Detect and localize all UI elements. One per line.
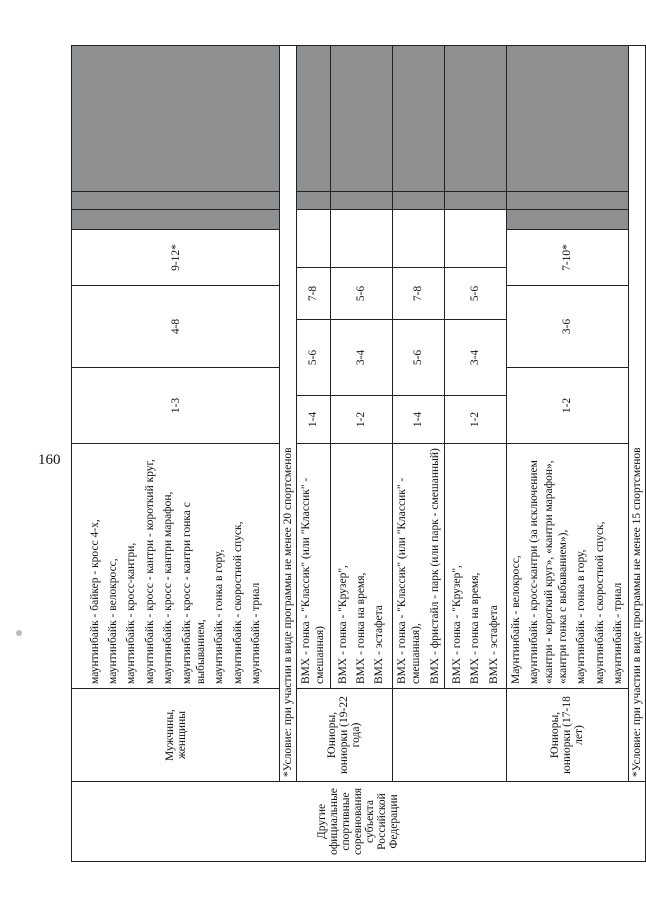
events-cell [330,444,392,689]
place-cell: 7-8 [297,268,331,320]
group-cell [392,689,506,782]
empty-cell [330,210,392,268]
place-cell: 1-2 [444,396,506,444]
event-line: Маунтинбайк - велокросс, [509,555,522,684]
event-line: маунтинбайк - скоростной спуск, [593,521,606,684]
discipline-cell: Другие официальные спортивные соревнования субъекта Российской Федерации [72,782,646,862]
group-cell: Юниоры, юниорки (17-18 лет) [506,689,628,782]
event-line: маунтинбайк - гонка в гору, [213,549,226,684]
shaded-cell [330,192,392,210]
place-cell: 3-4 [444,320,506,396]
shaded-cell [72,210,280,230]
empty-cell [297,210,331,268]
shaded-cell [392,46,444,192]
place-cell: 1-4 [392,396,444,444]
event-line: BMX - гонка - "Крузер", [336,565,349,684]
event-line: маунтинбайк - байкер - кросс 4-х, [88,519,101,684]
rotated-table-container [71,46,643,862]
event-line: маунтинбайк - кросс - кантри марафон, [162,491,175,684]
event-line: BMX - фристайл - парк (или парк - смешанный) [428,448,441,684]
place-cell: 5-6 [297,320,331,396]
event-line: BMX - гонка на время, [355,572,368,684]
event-line: маунтинбайк - триал [250,582,262,684]
place-cell: 4-8 [72,286,280,368]
place-cell: 1-3 [72,368,280,444]
event-line: BMX - гонка на время, [469,572,482,684]
condition-note: *Условие: при участии в виде программы не менее 15 спортсменов [628,46,645,782]
shaded-cell [297,192,331,210]
event-line: BMX - гонка - "Крузер", [450,565,463,684]
empty-cell [392,210,444,268]
event-line: маунтинбайк - гонка в гору, [575,549,588,684]
place-cell: 1-4 [297,396,331,444]
group-cell: Мужчины, женщины [72,689,280,782]
shaded-cell [392,192,444,210]
shaded-cell [506,210,628,230]
shaded-cell [297,46,331,192]
ranking-table [71,45,646,862]
place-cell: 3-6 [506,286,628,368]
event-line: маунтинбайк - кросс-кантри, [125,542,138,684]
shaded-cell [444,192,506,210]
event-line: маунтинбайк - кросс-кантри (за исключением «кантри - короткий круг», «кантри марафон», «кантри гонка с выбыванием»), [528,460,569,684]
event-line: маунтинбайк - скоростной спуск, [231,521,244,684]
event-line: маунтинбайк - кросс - кантри гонка с выбыванием, [180,502,207,684]
place-cell: 5-6 [392,320,444,396]
page-number: 160 [38,452,61,468]
event-line: маунтинбайк - кросс - кантри - короткий круг, [143,459,156,684]
events-cell [392,444,444,689]
shaded-cell [72,46,280,192]
events-cell [297,444,331,689]
place-cell: 3-4 [330,320,392,396]
event-line: BMX - гонка - "Классик" (или "Классик" - смешанная), [395,477,423,684]
shaded-cell [444,46,506,192]
event-line: BMX - гонка - "Классик" (или "Классик" - смешанная) [300,477,327,684]
events-cell [444,444,506,689]
place-cell: 1-2 [506,368,628,444]
event-line: маунтинбайк - триал [612,582,625,684]
shaded-cell [330,46,392,192]
place-cell: 9-12* [72,230,280,286]
shaded-cell [506,46,628,192]
place-cell: 5-6 [330,268,392,320]
event-line: BMX - эстафета [373,605,386,684]
place-cell: 7-10* [506,230,628,286]
group-cell: Юниоры, юниорки (19-22 года) [297,689,393,782]
event-line: маунтинбайк - велокросс, [107,558,119,684]
place-cell: 5-6 [444,268,506,320]
empty-cell [444,210,506,268]
events-cell [72,444,280,689]
scan-speck [16,630,22,636]
shaded-cell [506,192,628,210]
shaded-cell [72,192,280,210]
place-cell: 1-2 [330,396,392,444]
events-cell [506,444,628,689]
place-cell: 7-8 [392,268,444,320]
event-line: BMX - эстафета [487,605,500,684]
condition-note: *Условие: при участии в виде программы не менее 20 спортсменов [280,46,297,782]
